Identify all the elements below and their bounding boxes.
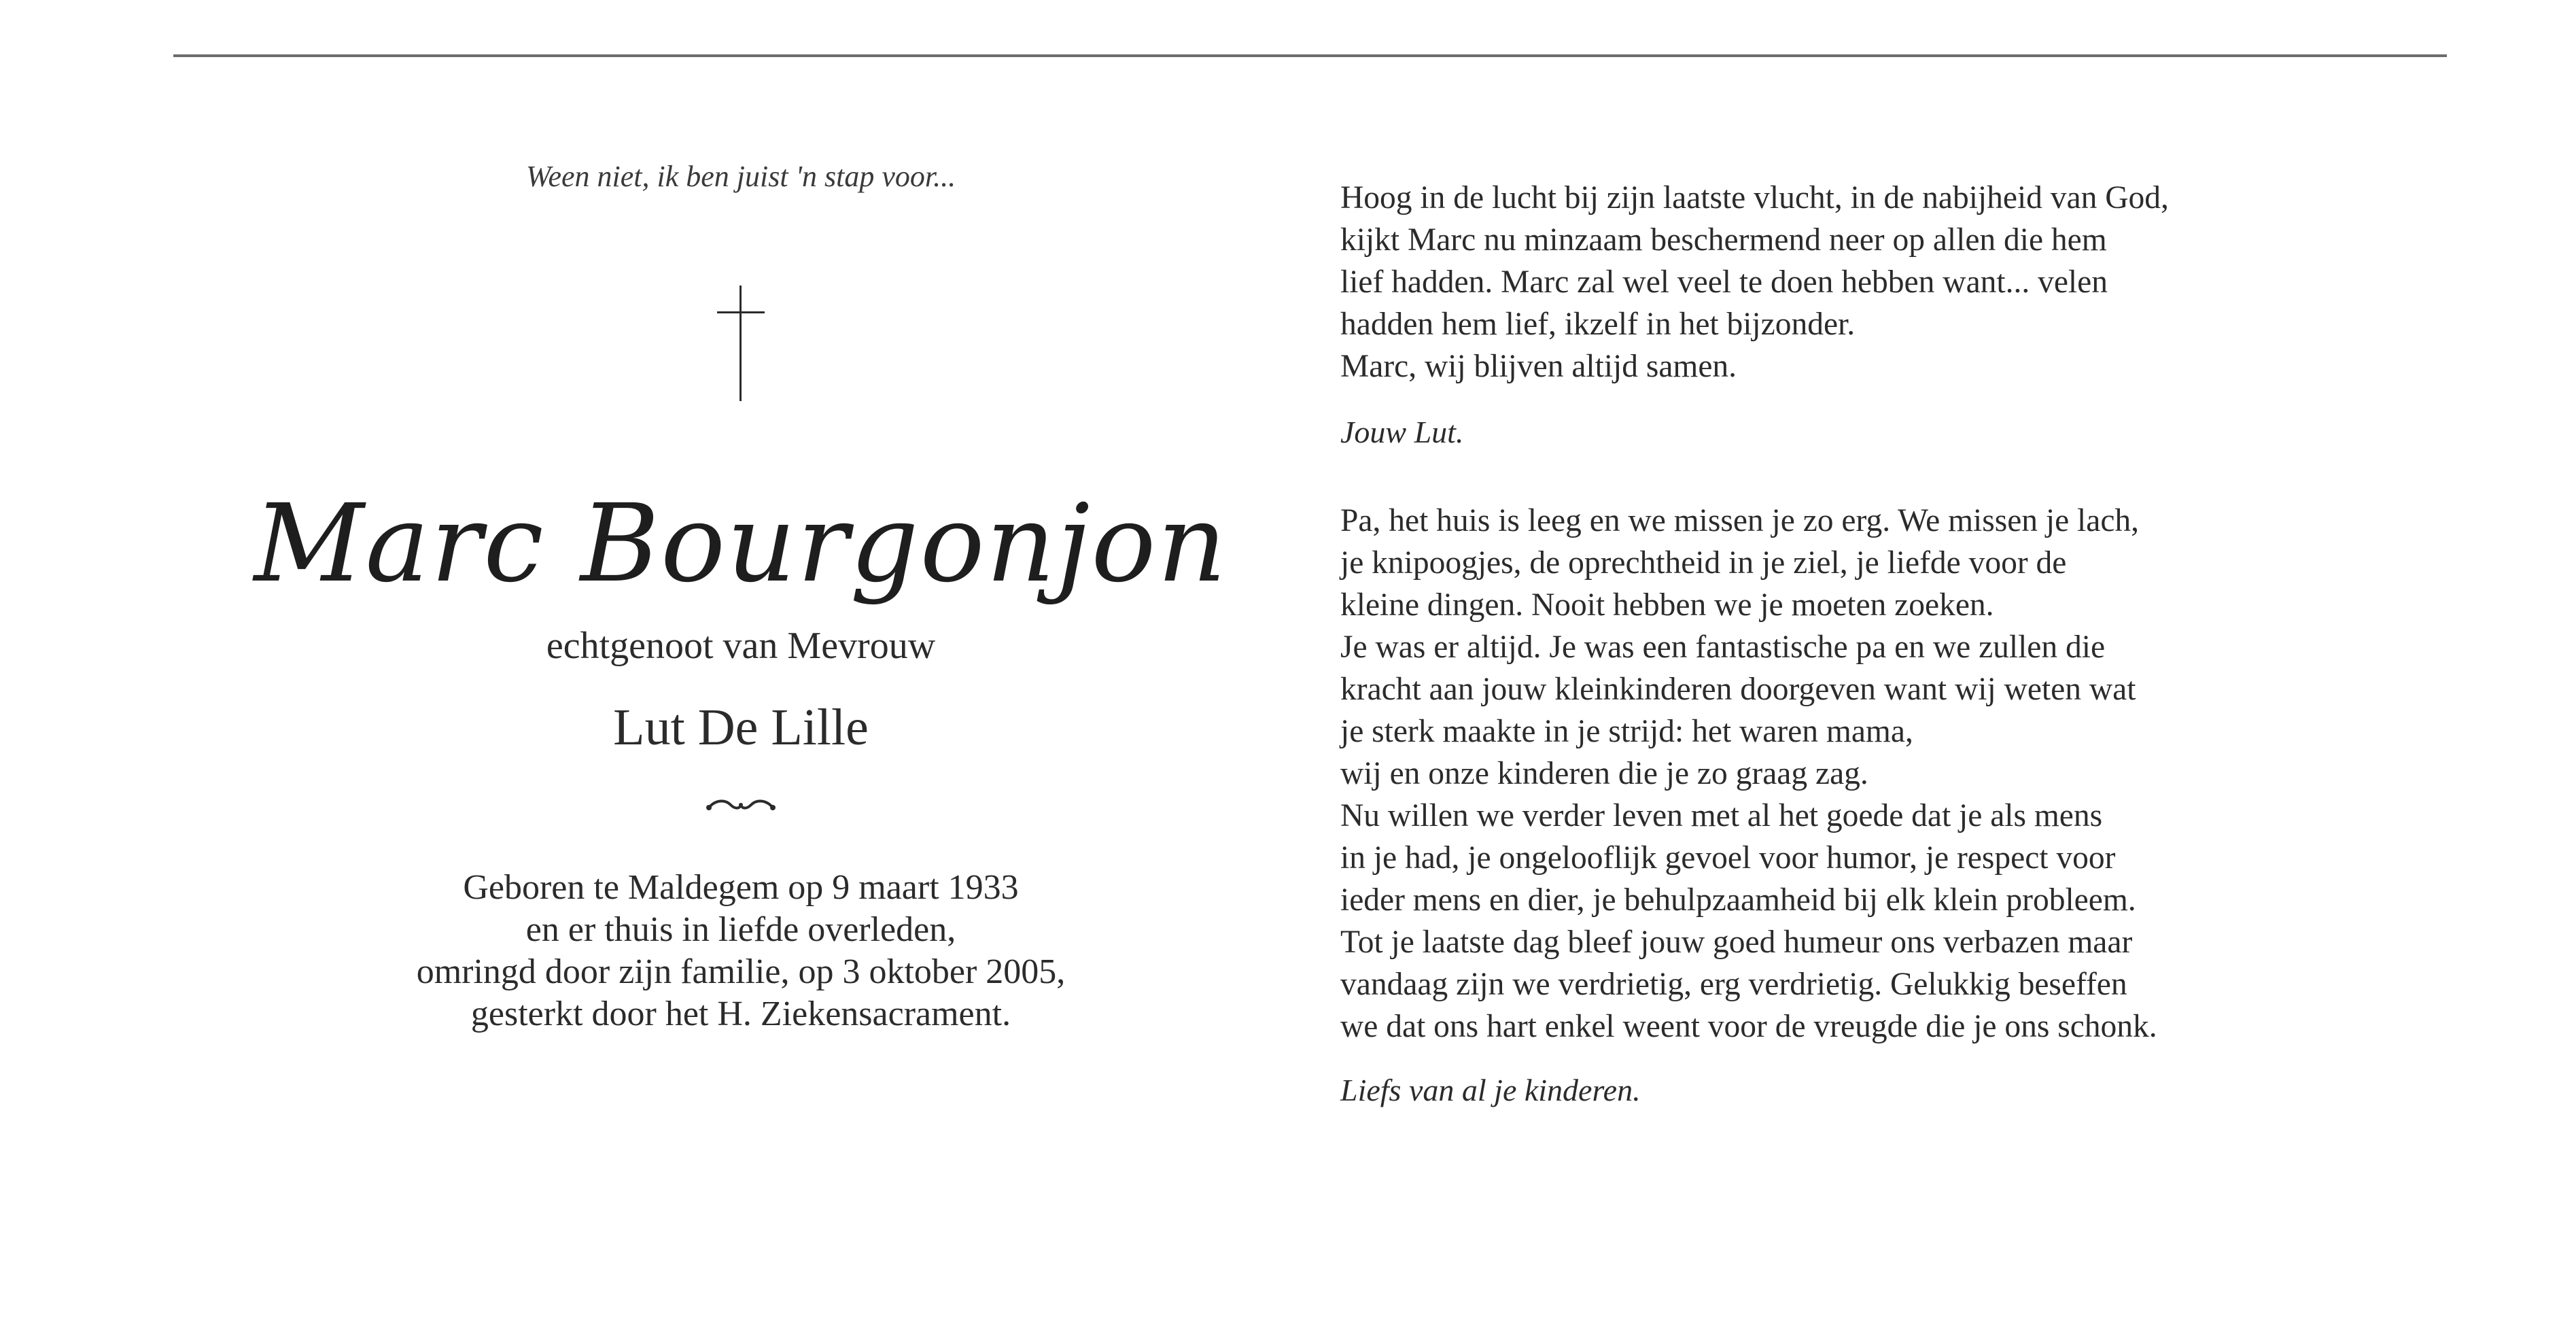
text-line: Je was er altijd. Je was een fantastische pa en we zullen die: [1340, 629, 2106, 665]
signature-children: Liefs van al je kinderen.: [1340, 1073, 1641, 1107]
epigraph: Ween niet, ik ben juist 'n stap voor...: [525, 160, 956, 193]
spouse-label: echtgenoot van Mevrouw: [546, 625, 936, 667]
cross-vertical-bar: [739, 286, 742, 401]
text-line: Marc, wij blijven altijd samen.: [1340, 349, 1737, 384]
birth-line: gesterkt door het H. Ziekensacrament.: [470, 995, 1011, 1033]
message-from-wife: [1340, 177, 2373, 387]
text-line: Hoog in de lucht bij zijn laatste vlucht, in de nabijheid van God,: [1340, 180, 2169, 215]
text-line: hadden hem lief, ikzelf in het bijzonder.: [1340, 307, 1856, 342]
text-line: wij en onze kinderen die je zo graag zag.: [1340, 756, 1868, 791]
text-line: kleine dingen. Nooit hebben we je moeten zoeken.: [1340, 587, 1994, 623]
text-line: we dat ons hart enkel weent voor de vreugde die je ons schonk.: [1340, 1009, 2157, 1044]
spouse-name: Lut De Lille: [613, 699, 869, 756]
cross-horizontal-bar: [717, 311, 765, 313]
cross-icon: [714, 286, 768, 401]
text-line: Nu willen we verder leven met al het goede dat je als mens: [1340, 798, 2103, 833]
birth-line: en er thuis in liefde overleden,: [525, 910, 956, 949]
deceased-name: Marc Bourgonjon: [254, 481, 1228, 606]
text-line: je knipoogjes, de oprechtheid in je ziel, je liefde voor de: [1340, 545, 2067, 581]
signature-wife: Jouw Lut.: [1340, 415, 1464, 449]
card-left-panel: [163, 156, 1319, 1035]
text-line: lief hadden. Marc zal wel veel te doen hebben want... velen: [1340, 264, 2108, 300]
text-line: kracht aan jouw kleinkinderen doorgeven want wij weten wat: [1340, 672, 2136, 707]
text-line: je sterk maakte in je strijd: het waren mama,: [1340, 714, 1913, 749]
text-line: Pa, het huis is leeg en we missen je zo erg. We missen je lach,: [1340, 503, 2140, 538]
text-line: in je had, je ongelooflijk gevoel voor humor, je respect voor: [1340, 840, 2116, 876]
text-line: vandaag zijn we verdrietig, erg verdrietig. Gelukkig beseffen: [1340, 967, 2127, 1002]
scroll-ornament-icon: [703, 795, 778, 816]
text-line: ieder mens en dier, je behulpzaamheid bij elk klein probleem.: [1340, 882, 2136, 918]
birth-line: omringd door zijn familie, op 3 oktober 2005,: [416, 952, 1066, 991]
text-line: kijkt Marc nu minzaam beschermend neer op allen die hem: [1340, 222, 2107, 258]
top-divider-rule: [173, 54, 2447, 57]
birth-line: Geboren te Maldegem op 9 maart 1933: [463, 868, 1019, 907]
card-right-panel: [1340, 177, 2373, 1111]
birth-death-details: [163, 867, 1319, 1035]
message-from-children: [1340, 500, 2373, 1048]
text-line: Tot je laatste dag bleef jouw goed humeur ons verbazen maar: [1340, 925, 2133, 960]
